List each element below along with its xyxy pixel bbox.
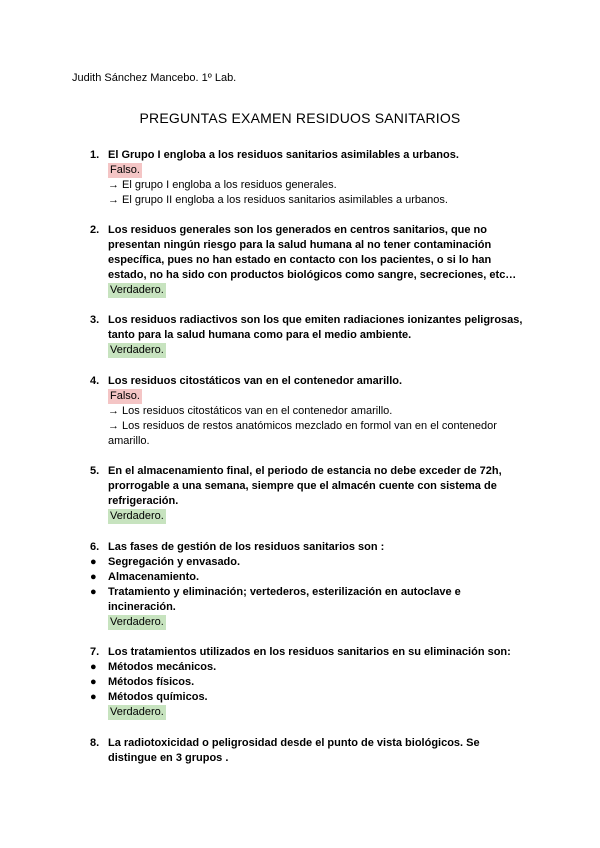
question-text-line: La radiotoxicidad o peligrosidad desde el punto de vista biológicos. Se: [108, 737, 480, 749]
question-3: [90, 313, 530, 358]
note-line: → El grupo I engloba a los residuos generales.: [108, 179, 337, 191]
question-number: 8.: [90, 737, 100, 749]
answer-false: Falso.: [110, 390, 140, 402]
question-text-line: refrigeración.: [108, 495, 179, 507]
note-line: → Los residuos citostáticos van en el contenedor amarillo.: [108, 405, 393, 417]
bullet-icon: ●: [90, 676, 97, 688]
list-item: ● Segregación y envasado.: [90, 556, 241, 568]
list-item: ● Almacenamiento.: [90, 571, 200, 583]
list-item: ● Métodos mecánicos.: [90, 661, 217, 673]
question-text: Los tratamientos utilizados en los residuos sanitarios en su eliminación son:: [108, 646, 511, 658]
question-text: El Grupo I engloba a los residuos sanitarios asimilables a urbanos.: [108, 149, 459, 161]
list-item-continuation: incineración.: [108, 601, 176, 613]
question-5: [90, 464, 530, 524]
question-text-line: específica, pues no han estado en contacto con los pacientes, o si lo han: [108, 254, 492, 266]
answer-true: Verdadero.: [110, 510, 164, 522]
question-text-line: tanto para la salud humana como para el medio ambiente.: [108, 329, 412, 341]
bullet-list: [90, 660, 530, 720]
question-number: 6.: [90, 541, 100, 553]
list-item: ● Tratamiento y eliminación; vertederos, esterilización en autoclave e: [90, 586, 461, 598]
note-line: → El grupo II engloba a los residuos sanitarios asimilables a urbanos.: [108, 194, 448, 206]
bullet-icon: ●: [90, 586, 97, 598]
question-1: [90, 148, 530, 208]
question-text: Las fases de gestión de los residuos sanitarios son :: [108, 541, 385, 553]
list-item: ● Métodos físicos.: [90, 676, 195, 688]
question-text-line: En el almacenamiento final, el periodo de estancia no debe exceder de 72h,: [108, 465, 502, 477]
question-text-line: Los residuos generales son los generados en centros sanitarios, que no: [108, 224, 487, 236]
question-7: [90, 645, 530, 660]
answer-true: Verdadero.: [110, 706, 164, 718]
question-text: Los residuos citostáticos van en el contenedor amarillo.: [108, 375, 403, 387]
question-text-line: distingue en 3 grupos .: [108, 752, 229, 764]
answer-true: Verdadero.: [110, 344, 164, 356]
page-title: PREGUNTAS EXAMEN RESIDUOS SANITARIOS: [139, 110, 461, 126]
question-6: [90, 540, 530, 555]
question-text-line: prorrogable a una semana, siempre que el almacén cuente con sistema de: [108, 480, 497, 492]
question-number: 7.: [90, 646, 100, 658]
bullet-icon: ●: [90, 556, 97, 568]
note-line: → Los residuos de restos anatómicos mezclado en formol van en el contenedor: [108, 420, 497, 432]
question-number: 4.: [90, 375, 100, 387]
question-2: [90, 223, 530, 298]
question-text-line: presentan ningún riesgo para la salud humana al no tener contaminación: [108, 239, 492, 251]
question-number: 3.: [90, 314, 100, 326]
question-8: [90, 736, 530, 766]
question-number: 5.: [90, 465, 100, 477]
answer-false: Falso.: [110, 164, 140, 176]
question-number: 2.: [90, 224, 100, 236]
answer-true: Verdadero.: [110, 284, 164, 296]
list-item: ● Métodos químicos.: [90, 691, 208, 703]
bullet-icon: ●: [90, 661, 97, 673]
question-text-line: estado, no ha sido con productos biológicos como sangre, secreciones, etc…: [108, 269, 517, 281]
bullet-list: [90, 555, 530, 630]
question-number: 1.: [90, 149, 100, 161]
author-line: Judith Sánchez Mancebo. 1º Lab.: [72, 72, 237, 84]
question-4: [90, 374, 530, 449]
note-line: amarillo.: [108, 435, 150, 447]
question-text-line: Los residuos radiactivos son los que emiten radiaciones ionizantes peligrosas,: [108, 314, 523, 326]
bullet-icon: ●: [90, 571, 97, 583]
bullet-icon: ●: [90, 691, 97, 703]
answer-true: Verdadero.: [110, 616, 164, 628]
